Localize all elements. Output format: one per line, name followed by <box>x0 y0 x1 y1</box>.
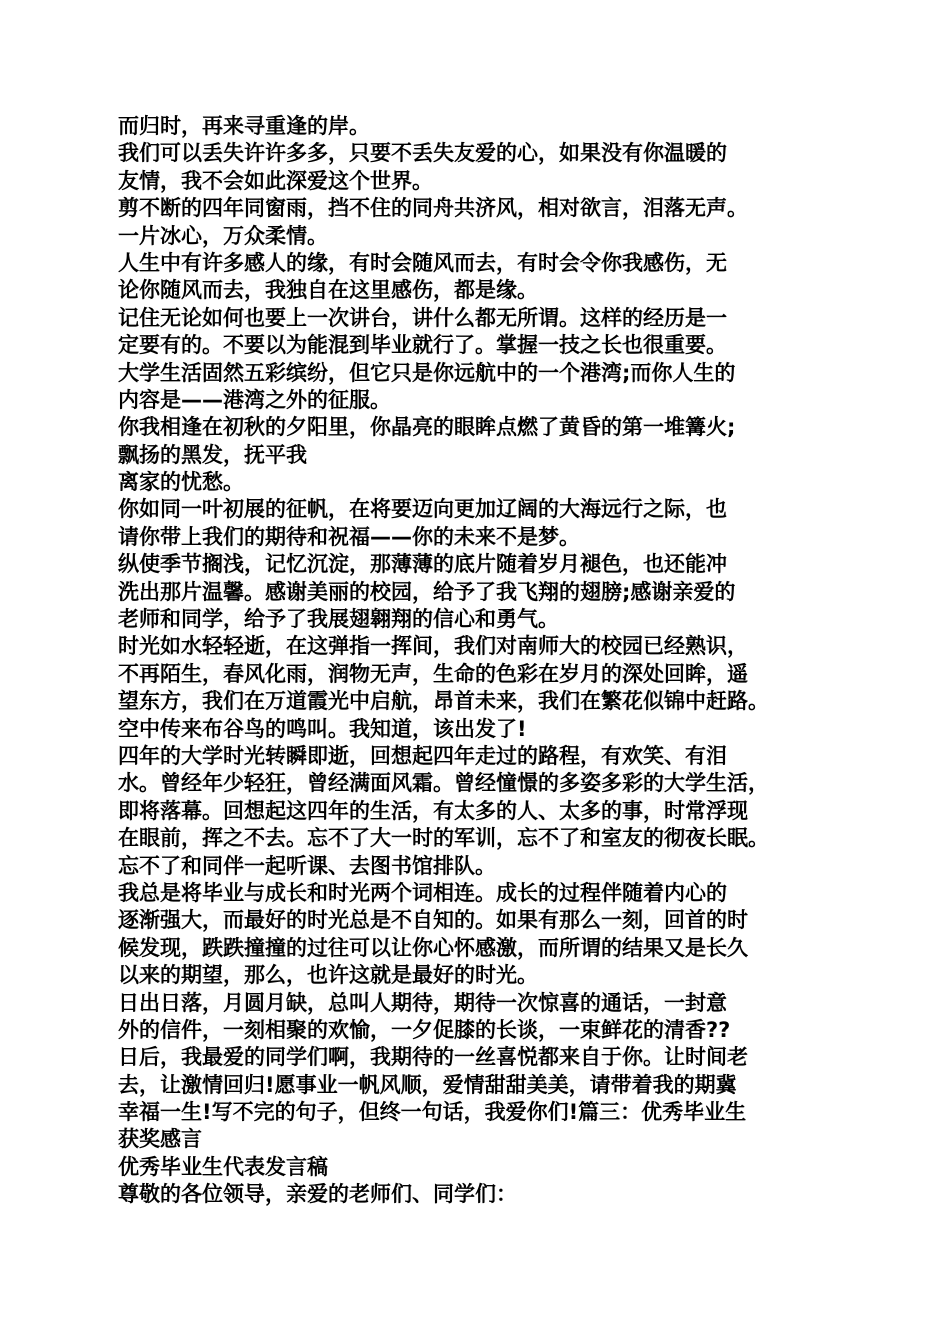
paragraph <box>118 1181 858 1208</box>
text-line: 日后，我最爱的同学们啊，我期待的一丝喜悦都来自于你。让时间老 <box>118 1045 748 1070</box>
text-line: 论你随风而去，我独自在这里感伤，都是缘。 <box>118 278 538 303</box>
text-line: 忘不了和同伴一起听课、去图书馆排队。 <box>118 853 496 878</box>
text-line: 请你带上我们的期待和祝福——你的未来不是梦。 <box>118 524 580 549</box>
text-line: 离家的忧愁。 <box>118 470 244 495</box>
text-line: 外的信件，一刻相聚的欢愉，一夕促膝的长谈，一束鲜花的清香?? <box>118 1017 731 1042</box>
text-line: 以来的期望，那么，也许这就是最好的时光。 <box>118 963 538 988</box>
text-line: 定要有的。不要以为能混到毕业就行了。掌握一技之长也很重要。 <box>118 333 727 358</box>
text-line: 候发现，跌跌撞撞的过往可以让你心怀感激，而所谓的结果又是长久 <box>118 935 748 960</box>
text-line: 友情，我不会如此深爱这个世界。 <box>118 168 433 193</box>
text-line: 而归时，再来寻重逢的岸。 <box>118 114 370 138</box>
text-line: 我们可以丢失许许多多，只要不丢失友爱的心，如果没有你温暖的 <box>118 141 727 166</box>
text-line: 望东方，我们在万道霞光中启航，昂首未来，我们在繁花似锦中赶路。 <box>118 689 769 714</box>
paragraph <box>118 551 858 633</box>
text-line: 时光如水轻轻逝，在这弹指一挥间，我们对南师大的校园已经熟识， <box>118 634 748 659</box>
paragraph <box>118 414 858 469</box>
text-line: 四年的大学时光转瞬即逝，回想起四年走过的路程，有欢笑、有泪 <box>118 743 727 768</box>
text-line: 飘扬的黑发，抚平我 <box>118 442 307 467</box>
paragraph <box>118 195 858 250</box>
paragraph <box>118 250 858 305</box>
text-line: 逐渐强大，而最好的时光总是不自知的。如果有那么一刻，回首的时 <box>118 908 748 933</box>
text-line: 记住无论如何也要上一次讲台，讲什么都无所谓。这样的经历是一 <box>118 305 727 330</box>
paragraph <box>118 305 858 360</box>
text-line: 不再陌生，春风化雨，润物无声，生命的色彩在岁月的深处回眸，遥 <box>118 661 748 686</box>
text-line: 剪不断的四年同窗雨，挡不住的同舟共济风，相对欲言，泪落无声。 <box>118 196 748 221</box>
text-line: 空中传来布谷鸟的鸣叫。我知道，该出发了! <box>118 716 527 741</box>
document-body <box>118 113 858 1209</box>
text-line: 去，让激情回归!愿事业一帆风顺，爱情甜甜美美，请带着我的期冀 <box>118 1072 737 1097</box>
text-line: 优秀毕业生代表发言稿 <box>118 1154 328 1179</box>
text-line: 大学生活固然五彩缤纷，但它只是你远航中的一个港湾;而你人生的 <box>118 360 736 385</box>
text-line: 洗出那片温馨。感谢美丽的校园，给予了我飞翔的翅膀;感谢亲爱的 <box>118 579 736 604</box>
text-line: 人生中有许多感人的缘，有时会随风而去，有时会令你我感伤，无 <box>118 250 727 275</box>
paragraph <box>118 990 858 1154</box>
text-line: 即将落幕。回想起这四年的生活，有太多的人、太多的事，时常浮现 <box>118 798 748 823</box>
text-line: 老师和同学，给予了我展翅翱翔的信心和勇气。 <box>118 607 559 632</box>
paragraph <box>118 496 858 551</box>
text-line: 一片冰心，万众柔情。 <box>118 223 328 248</box>
text-line: 你我相逢在初秋的夕阳里，你晶亮的眼眸点燃了黄昏的第一堆篝火; <box>118 415 736 440</box>
paragraph <box>118 880 858 990</box>
paragraph <box>118 1154 858 1181</box>
text-line: 在眼前，挥之不去。忘不了大一时的军训，忘不了和室友的彻夜长眠。 <box>118 826 769 851</box>
text-line: 你如同一叶初展的征帆，在将要迈向更加辽阔的大海远行之际，也 <box>118 497 727 522</box>
paragraph <box>118 469 858 496</box>
paragraph <box>118 633 858 715</box>
paragraph <box>118 360 858 415</box>
text-line: 获奖感言 <box>118 1127 202 1152</box>
paragraph <box>118 140 858 195</box>
text-line: 水。曾经年少轻狂，曾经满面风霜。曾经憧憬的多姿多彩的大学生活， <box>118 771 769 796</box>
text-line: 内容是——港湾之外的征服。 <box>118 387 391 412</box>
text-line: 我总是将毕业与成长和时光两个词相连。成长的过程伴随着内心的 <box>118 880 727 905</box>
text-line: 纵使季节搁浅，记忆沉淀，那薄薄的底片随着岁月褪色，也还能冲 <box>118 552 727 577</box>
text-line: 日出日落，月圆月缺，总叫人期待，期待一次惊喜的通话，一封意 <box>118 990 727 1015</box>
paragraph <box>118 743 858 880</box>
text-line: 尊敬的各位领导，亲爱的老师们、同学们： <box>118 1182 517 1207</box>
paragraph <box>118 716 858 743</box>
paragraph <box>118 113 858 140</box>
text-line: 幸福一生!写不完的句子，但终一句话，我爱你们!篇三：优秀毕业生 <box>118 1100 747 1125</box>
